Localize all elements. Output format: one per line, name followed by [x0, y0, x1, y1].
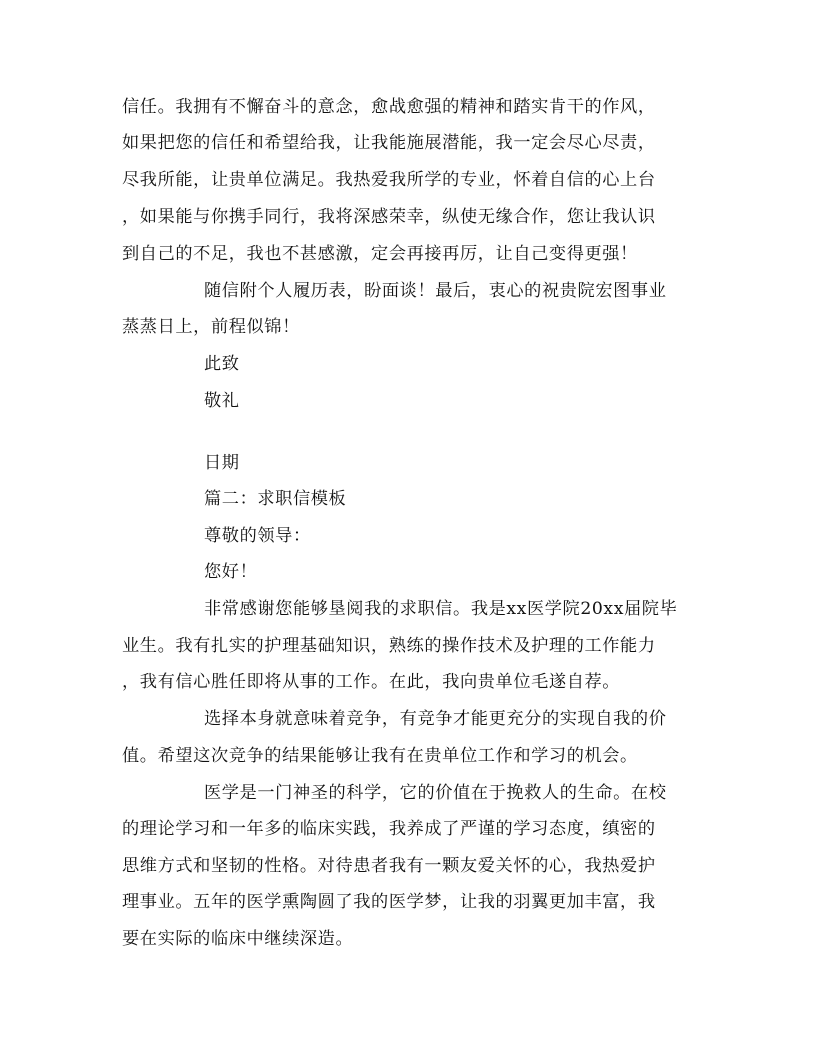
- paragraph-line: 值。希望这次竞争的结果能够让我有在贵单位工作和学习的机会。: [122, 746, 638, 766]
- body-line: 如果把您的信任和希望给我，让我能施展潜能，我一定会尽心尽责，: [122, 133, 656, 153]
- body-line: ，如果能与你携手同行，我将深感荣幸，纵使无缘合作，您让我认识: [122, 207, 656, 227]
- attachment-line: 蒸蒸日上，前程似锦！: [122, 317, 300, 337]
- body-line: 尽我所能，让贵单位满足。我热爱我所学的专业，怀着自信的心上台: [122, 170, 656, 190]
- paragraph-line: 思维方式和坚韧的性格。对待患者我有一颗友爱关怀的心，我热爱护: [122, 856, 656, 876]
- paragraph-line: 业生。我有扎实的护理基础知识，熟练的操作技术及护理的工作能力: [122, 636, 656, 656]
- paragraph-line: 理事业。五年的医学熏陶圆了我的医学梦，让我的羽翼更加丰富，我: [122, 892, 656, 912]
- section-heading: 篇二：求职信模板: [204, 489, 347, 509]
- greeting: 您好！: [204, 562, 258, 582]
- salutation: 尊敬的领导：: [204, 526, 311, 546]
- paragraph-line: 的理论学习和一年多的临床实践，我养成了严谨的学习态度，缜密的: [122, 819, 656, 839]
- attachment-line: 随信附个人履历表，盼面谈！最后，衷心的祝贵院宏图事业: [204, 281, 667, 301]
- paragraph-line: 要在实际的临床中继续深造。: [122, 929, 354, 949]
- closing-salutation: 此致: [204, 354, 240, 374]
- paragraph-line: 非常感谢您能够垦阅我的求职信。我是xx医学院20xx届院毕: [204, 599, 678, 619]
- paragraph-line: ，我有信心胜任即将从事的工作。在此，我向贵单位毛遂自荐。: [122, 672, 621, 692]
- body-line: 到自己的不足，我也不甚感激，定会再接再厉，让自己变得更强！: [122, 244, 638, 264]
- body-line: 信任。我拥有不懈奋斗的意念，愈战愈强的精神和踏实肯干的作风，: [122, 97, 656, 117]
- date-label: 日期: [204, 453, 240, 473]
- closing-regards: 敬礼: [204, 391, 240, 411]
- paragraph-line: 选择本身就意味着竞争，有竞争才能更充分的实现自我的价: [204, 709, 667, 729]
- paragraph-line: 医学是一门神圣的科学，它的价值在于挽救人的生命。在校: [204, 783, 667, 803]
